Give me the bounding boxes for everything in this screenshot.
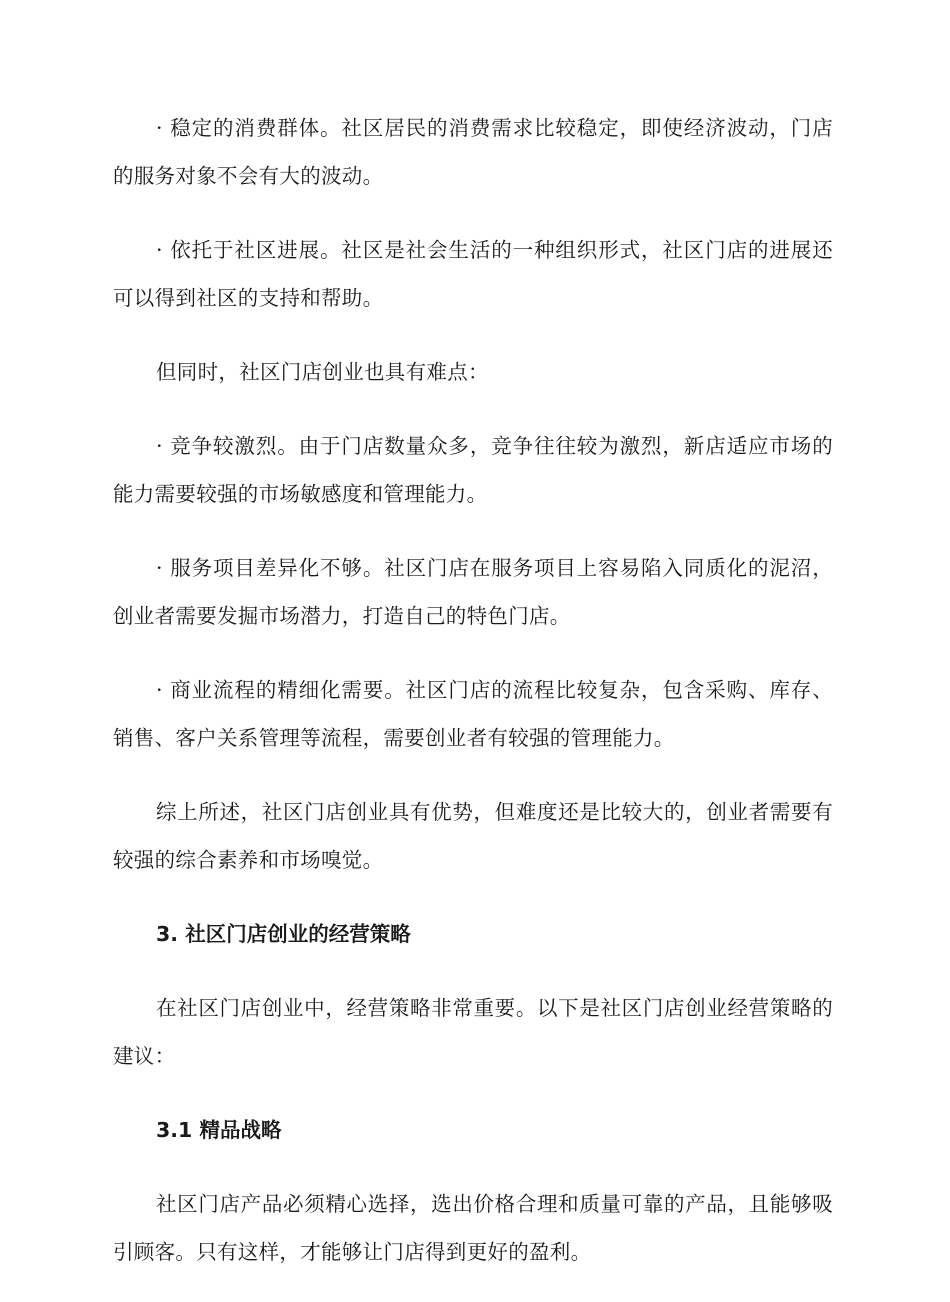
paragraph-process: · 商业流程的精细化需要。社区门店的流程比较复杂，包含采购、库存、销售、客户关系管理等流程，需要创业者有较强的管理能力。 bbox=[113, 678, 833, 750]
paragraph-summary: 综上所述，社区门店创业具有优势，但难度还是比较大的，创业者需要有较强的综合素养和市场嗅觉。 bbox=[113, 800, 833, 872]
paragraph-stable-consumers: · 稳定的消费群体。社区居民的消费需求比较稳定，即使经济波动，门店的服务对象不会有大的波动。 bbox=[113, 116, 833, 188]
paragraph-difficulties-intro: 但同时，社区门店创业也具有难点： bbox=[156, 360, 489, 384]
document-page bbox=[113, 104, 833, 1302]
section-3-heading: 3. 社区门店创业的经营策略 bbox=[156, 922, 411, 946]
section-3-1-text: 社区门店产品必须精心选择，选出价格合理和质量可靠的产品，且能够吸引顾客。只有这样，才能够让门店得到更好的盈利。 bbox=[113, 1192, 833, 1264]
paragraph-community-support: · 依托于社区进展。社区是社会生活的一种组织形式，社区门店的进展还可以得到社区的支持和帮助。 bbox=[113, 238, 833, 310]
paragraph-competition: · 竞争较激烈。由于门店数量众多，竞争往往较为激烈，新店适应市场的能力需要较强的市场敏感度和管理能力。 bbox=[113, 434, 833, 506]
paragraph-differentiation: · 服务项目差异化不够。社区门店在服务项目上容易陷入同质化的泥沼，创业者需要发掘市场潜力，打造自己的特色门店。 bbox=[113, 556, 833, 628]
section-3-intro: 在社区门店创业中，经营策略非常重要。以下是社区门店创业经营策略的建议： bbox=[113, 996, 833, 1068]
section-3-1-heading: 3.1 精品战略 bbox=[156, 1118, 282, 1142]
